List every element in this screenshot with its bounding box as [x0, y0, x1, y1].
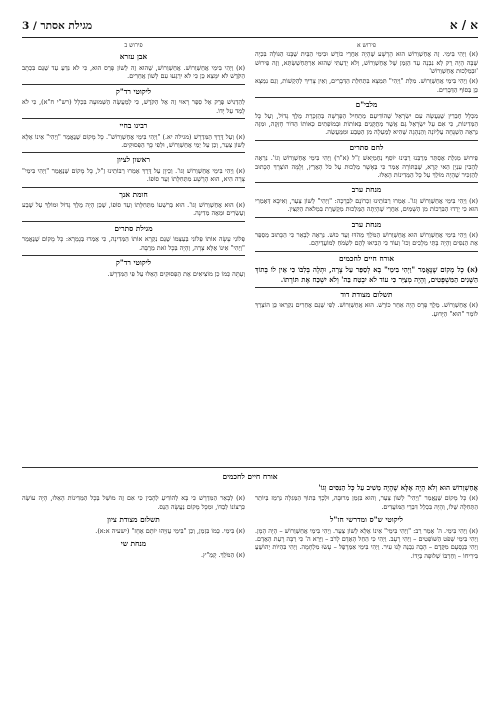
section-title: ראשון לציון — [22, 152, 245, 165]
bottom-left-column — [22, 494, 245, 562]
right-column — [255, 42, 478, 465]
section-title: אורח חיים לחכמים — [222, 471, 278, 481]
bottom-section — [22, 467, 478, 651]
commentary-paragraph: (א) וַיְהִי בִּימֵי אֲחַשְׁוֵרוֹשׁ. אֲחַשְׁוֵרוֹשׁ, שֶׁהוּא זֶה לְשׁוֹן פָּרַס הוּא, כִּי לֹא נִדְעַ עַד שֶׁגַּם בִּכְתָב הַקֹּדֶשׁ לֹא יִמָּצֵא כֵּן כִּי לֹא יִרְגְּעוּ עִם לָשׁוֹן אֲחֵרִים. — [22, 64, 245, 81]
section-title: מנחת ערב — [255, 217, 478, 230]
commentary-paragraph: (א) וַיְהִי בִּימֵי. ה' אָמַר רַב: "וַיְהִי בִּימֵי" אֵינוֹ אֶלָּא לְשׁוֹן צַעַר. וַיְהִי בִּימֵי אֲחַשְׁוֵרוֹשׁ – הָיָה הָמָן. וַיְהִי בִּימֵי שְׁפֹט הַשּׁוֹפְטִים – וַיְהִי רָעָב. וַיְהִי כִּי הֵחֵל הָאָדָם לָרֹב – וַיַּרְא ה' כִּי רַבָּה רָעַת הָאָדָם. וַיְהִי בְּנָסְעָם מִקֶּדֶם – הָבָה נִבְנֶה לָּנוּ עִיר. וַיְהִי בִּימֵי אַמְרָפֶל – עָשׂוּ מִלְחָמָה. וַיְהִי בִּהְיוֹת יְהוֹשֻׁעַ בִּירִיחוֹ – וְחַרְבּוֹ שְׁלוּפָה בְּיָדוֹ. — [255, 526, 478, 560]
bottom-columns — [22, 494, 478, 562]
bottom-right-column — [255, 494, 478, 562]
commentary-paragraph: (א) וַיְהִי בִּימֵי אֲחַשְׁוֵרוֹשׁ וְגוֹ'. אָמְרוּ רַבּוֹתֵינוּ זִכְרוֹנָם לִבְרָכָה: "וַיְהִי" לְשׁוֹן צַעַר, וְאִיכָּא דְּאָמְרִי הוּא כִּי יָרְדוּ הַבִּרְכוֹת מִן הַשָּׁמַיִם, אַחֲרֵי שֶׁהָיְתָה הַמַּלְכוּת מְקֻשֶּׁרֶת בִּמְלֹאת הַקִּצִּין. — [255, 196, 478, 214]
commentary-paragraph: (א) וַיְהִי בִּימֵי. זֶה אֲחַשְׁוֵרוֹשׁ הוּא הָרָשָׁע שֶׁהָיָה אַחֲרֵי כּוֹרֶשׁ וּבִימֵי הַבַּיִת שֶׁבָּנוּ הַגּוֹלָה בִּכְיָה שֶׁבָּה הָיָה רַק לְא נִבְנָה עַד הַזְּמַן שֶׁל אֲחַשְׁוֵרוֹשׁ, וְלֹא יָדַעְתִּי שֶׁהוּא אַרְתַּחְשַׁשְׂתְּא, וְזֶה פֵּירוּשׁ 'וּבְמַלְכוּת אֲחַשְׁוֵרוֹשׁ' — [255, 50, 478, 76]
section-title: אורח חיים לחכמים — [255, 251, 478, 264]
left-column — [22, 42, 245, 465]
page-header — [22, 18, 478, 38]
section-title: חומת אנך — [22, 187, 245, 200]
commentary-paragraph: (א) וַיְהִי בִּימֵי אֲחַשְׁוֵרוֹשׁ הוּא אֲחַשְׁוֵרוֹשׁ הַמֹּלֵךְ מֵהֹדּוּ וְעַד כּוּשׁ. נִרְאֶה לְבָאֵר כִּי הַכָּתוּב מְסַפֵּר אֶת הַנִּסִּים וְהָיָה בָּתֵּי מְלָכִים וְכוּ' וְעוֹד כִּי הֵבִיאוּ לָהֶם לִשְׂמֹחַ לְמוֹעֲדֵיהֶם. — [255, 231, 478, 248]
commentary-paragraph: (א) וְעַל דֶּרֶךְ הַמִּדְרָשׁ (מגילה יא.) "וַיְהִי בִּימֵי אֲחַשְׁוֵרוֹשׁ". כָּל מָקוֹם שֶׁנֶּאֱמַר "וַיְהִי" אֵינוֹ אֶלָּא לְשׁוֹן צַעַר, וְכֵן עַל יְמֵי אֲחַשְׁוֵרוֹשׁ, וּלְפִי כָּךְ הַפְּסוּקִים. — [22, 132, 245, 149]
commentary-paragraph: פֵּירוּשׁ מְגִלַּת אֶסְתֵּר מֵרַבֵּנוּ רַבֵּינוּ יוֹסֵף נְחֶמְיָאשׁ זַ"ל (א"ר) וַיְהִי בִּימֵי אֲחַשְׁוֵרוֹשׁ וְגוֹ'. נִרְאֶה לְהָבִין עִנְיָן הַאי קְרָא, שֶׁבַּתּוֹרָה אָמַר כִּי בְּאָשָׁר מַלְכוּת עַל כֹּל הָאָרֶץ, וְלָמָּה הוֹצְרָךְ הַכָּתוּב לְהַזְכִּיר שֶׁהָיָה מוֹלֵךְ עַל כָּל הַמְּדִינוֹת הָאֵלּוּ. — [255, 154, 478, 179]
section-title: מנחת ערב — [255, 182, 478, 195]
section-title: לחם סתרים — [255, 140, 478, 153]
commentary-paragraph: מִכְלָל חֶבְרִין שֶׁנַּעֲשָׂה עִם יִשְׂרָאֵל שֶׁהוֹדִיעַם מַתְחִיל הַפָּרָשָׁה בְּהַזְכָּרַת מֶלֶךְ גָּדוֹל, וְעַל כָּל הַמְּדִינוֹת, כִּי אִם עַל יִשְׂרָאֵל גַּם אֲשֶׁר מְתֻקָּנִים בְּאוֹתוֹת וּבְמוֹפְתִים כְּאוֹתוֹ הַדּוֹר חָזְקָה, וּמִזֶּה נִרְאֶה הַשְׁגָּחָה עֶלְיוֹנָה וְהַנְהָגָה שֶׁהִיא לְמַעְלָה מִן הַטֶּבַע וּמִמַּעֲשֵׂה. — [255, 111, 478, 137]
section-title: אבן עזרא — [119, 52, 148, 62]
book-page-label: מגילת אסתר / 3 — [22, 19, 93, 32]
commentary-paragraph: (א) אֲחַשְׁוֵרוֹשׁ. מֶלֶךְ פָּרָס הָיָה אַחַר כּוֹרֶשׁ. הוּא אֲחַשְׁוֵרוֹשׁ. לְפִי שֶׁגַּם אֲחֵרִים נִקְרְאוּ כֵּן הוֹצְרַךְ לוֹמַר "הוּא" הַיָּדוּעַ. — [255, 301, 478, 318]
section-title: ליקוטי רד"ק — [22, 255, 245, 268]
section-title: ליקוטי רד"ק — [22, 84, 245, 97]
column-heading: פירוש ב — [124, 41, 143, 49]
commentary-paragraph: (א) הַמֹּלֵךְ. קָמַ"ץ. — [200, 550, 245, 559]
highlighted-line: אֲחַשְׁוֵרוֹשׁ הוּא וְלֹא הָיָה אֶלָּא שֶׁהָיָה מֵשִׁיב עַל כָּל הַנִּסִּים וְגוֹ' — [318, 483, 478, 493]
commentary-paragraph: (א) לְבָאֵר הַמִּדְרָשׁ כִּי בָּא לְהוֹדִיעַ לְהָבִין כִּי אִם זֶה מוֹשֵׁל בְּכָל הַמְּדִינוֹת הָאֵלּוּ, הָיָה עוֹשֶׂה כִּרְצוֹנוֹ לְבַדּוֹ, וּמִכָּל מָקוֹם נַעֲשָׂה הַנֵּס. — [22, 494, 245, 511]
commentary-paragraph: (א) וַיְהִי בִּימֵי אֲחַשְׁוֵרוֹשׁ. מִלַּת "וַיְהִי" תִּמְצָא בִּתְחִלַּת הַדְּבָרִים, וְאֵין צָרִיךְ לְהַקְשׁוֹת, וְגַם נִמְצָא כֵּן בְּסוֹף הַדְּבָרִים. — [255, 77, 478, 94]
commentary-paragraph: לְהַדְגִּישׁ פֶּרֶק אֶל סֵפֶר רָאוּי זֶה אֶל הַקֹּדֶשׁ, כִּי לְמַעֲשֶׂה הַשְּׁמוּעָה בִּכְלָל (רש"י ח"א), כִּי לֹא לָמַד עַל יָדוֹ. — [22, 98, 245, 115]
chapter-verse-label: א / א — [449, 18, 478, 32]
commentary-paragraph: (א) בִּימֵי. כְּמוֹ בִּזְמַן, וְכֵן "בִּימֵי עֻזִּיָּהוּ יוֹתָם אָחָז" (ישעיה א:א). — [95, 526, 245, 535]
commentary-paragraph: (א) כָּל מָקוֹם שֶׁנֶּאֱמַר "וַיְהִי" לְשׁוֹן צַעַר, וְהוּא בִּזְמַן מְרוּבָּה, וּלְכָךְ בְּתוֹךְ הַמְּגִלָּה נִרְמַז בְּיוֹתֵר הַתְּחִלָּה שֶׁלּוֹ, וְהָיָה בִּכְלַל דִּבְרֵי הַמּוֹעֲדִים. — [255, 494, 478, 511]
commentary-paragraph: (א) וַיְהִי בִּימֵי אֲחַשְׁוֵרוֹשׁ וְגוֹ'. וְכֵיוָן עַל דֶּרֶךְ אָמְרוּ רַבּוֹתֵינוּ זַ"ל, כָּל מָקוֹם שֶׁנֶּאֱמַר "וַיְהִי בִּימֵי" צָרָה הִיא, הוּא הָרָשָׁע מִתְּחִלָּתוֹ וְעַד סוֹפוֹ. — [22, 166, 245, 184]
section-title: רבינו בחיי — [22, 118, 245, 131]
section-title: תשלום מצודת ציון — [107, 514, 160, 524]
commentary-paragraph: (א) כָּל מָקוֹם שֶׁנֶּאֱמַר "וַיְהִי בִּימֵי" בָּא לְסַפֵּר עַל צָרָה, וּתְלָה בְּלִבּוֹ כִּי אֵין לוֹ בְּתוֹךְ הַשָּׁנִים הַמִּשְׁפָּטִים, וְהָיָה מְצַיֵּר כִּי עוֹד לֹא יִבְטַח בַּה' וְלֹא יִשְׁכַּח אֶת תּוֹרָתוֹ. — [255, 265, 478, 284]
commentary-paragraph: וְעַתָּה כְּמוֹ כֵן מוֹצִיאִים אֶת הַפְּסוּקִים הָאֵלּוּ עַל פִּי הַמִּדְרָשׁ. — [107, 269, 245, 278]
commentary-columns — [22, 42, 478, 465]
section-title: ליקוטי ש"ס ומדרשי חז"ל — [329, 514, 404, 524]
section-title: תשלום מצודת דוד — [255, 287, 478, 300]
section-title: מלבי"ם — [255, 97, 478, 110]
commentary-paragraph: פְּלוֹנִי עָשָׂה אוֹתוֹ פְּלוֹנִי בְּעַצְמוֹ שֶׁגַּם נִקְרָא אוֹתוֹ הַמְּדִינָה, כִּי אָמְרוּ בְּגָמְרָא: כָּל מָקוֹם שֶׁנֶּאֱמַר "וַיְהִי" אֵינוֹ אֶלָּא צָרָה, וְהָיָה בְּכָל זֹאת מְרֻבָּה. — [22, 235, 245, 252]
section-title: מגילת סתרים — [22, 221, 245, 234]
commentary-paragraph: (א) הוּא אֲחַשְׁוֵרוֹשׁ וְגוֹ'. הוּא בְּרִשְׁעוֹ מִתְּחִלָּתוֹ וְעַד סוֹפוֹ, שֶׁכֵּן הָיָה מֶלֶךְ גָּדוֹל וּמוֹלֵךְ עַל שֶׁבַע וְעֶשְׂרִים וּמֵאָה מְדִינָה. — [22, 201, 245, 218]
section-title: מנחת שי — [120, 538, 147, 548]
column-heading: פירוש א — [357, 41, 376, 49]
